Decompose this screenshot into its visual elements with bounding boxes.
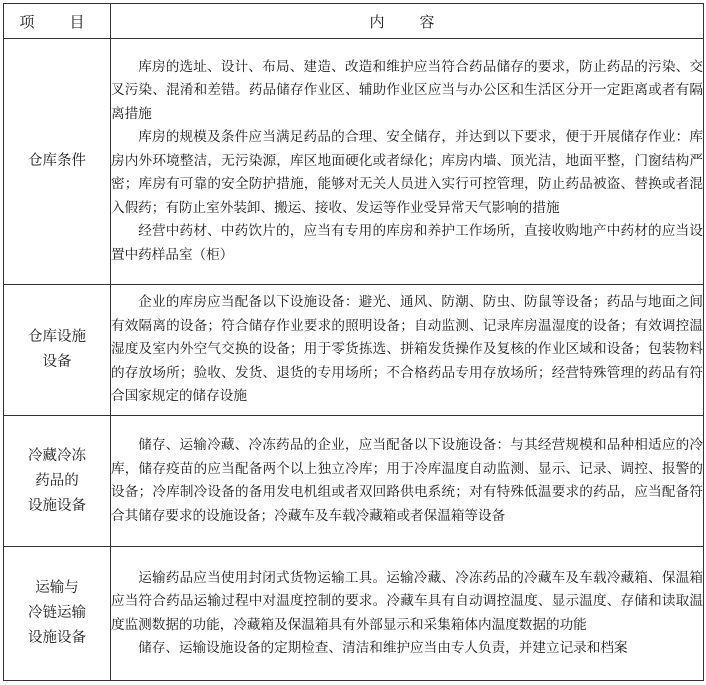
content-paragraph: 经营中药材、中药饮片的，应当有专用的库房和养护工作场所，直接收购地产中药材的应当设置中药样品室（柜） xyxy=(111,223,703,263)
row-item-cell xyxy=(4,547,111,681)
row-item-line: 仓库设施 xyxy=(28,329,86,345)
row-item-line: 设施设备 xyxy=(28,630,86,646)
content-paragraph: 库房的规模及条件应当满足药品的合理、安全储存，并达到以下要求，便于开展储存作业：库房内外环境整洁，无污染源，库区地面硬化或者绿化；库房内墙、顶光洁，地面平整，门窗结构严密；库房有可靠的安全防护措施，能够对无关人员进入实行可控管理，防止药品被盗、替换或者混入假药；有防止室外装卸、搬运、接收、发运等作业受异常天气影响的措施 xyxy=(111,129,703,216)
content-paragraph: 企业的库房应当配备以下设施设备：避光、通风、防潮、防虫、防鼠等设备；药品与地面之间有效隔离的设备；符合储存作业要求的照明设备；自动监测、记录库房温湿度的设备；有效调控温湿度及室内外空气交换的设备；用于零货拣选、拼箱发货操作及复核的作业区域和设备；包装物料的存放场所；验收、发货、退货的专用场所；不合格药品专用存放场所；经营特殊管理的药品有符合国家规定的储存设施 xyxy=(111,294,703,405)
row-item-cell xyxy=(4,285,111,416)
row-item-line: 设备 xyxy=(42,354,72,370)
header-content: 内 容 xyxy=(111,4,704,39)
specification-table xyxy=(3,3,704,681)
row-content-cell xyxy=(111,416,704,547)
row-content-cell xyxy=(111,285,704,416)
row-content-cell xyxy=(111,39,704,285)
row-item-line: 药品的 xyxy=(35,472,79,489)
content-paragraph: 库房的选址、设计、布局、建造、改造和维护应当符合药品储存的要求，防止药品的污染、交叉污染、混淆和差错。药品储存作业区、辅助作业区应当与办公区和生活区分开一定距离或者有隔离措施 xyxy=(111,58,703,122)
row-item-line: 冷链运输 xyxy=(28,605,86,621)
row-item-line: 冷藏冷冻 xyxy=(28,447,86,464)
table-header-row xyxy=(4,4,704,39)
content-paragraph: 储存、运输设施设备的定期检查、清洁和维护应当由专人负责，并建立记录和档案 xyxy=(138,640,628,656)
row-item-line: 设施设备 xyxy=(28,497,86,514)
table-row xyxy=(4,39,704,285)
row-item-cell xyxy=(4,416,111,547)
table-row xyxy=(4,285,704,416)
table-row xyxy=(4,416,704,547)
header-item: 项 目 xyxy=(4,4,111,39)
row-item-line: 运输与 xyxy=(35,580,79,596)
table-row xyxy=(4,547,704,681)
content-paragraph: 运输药品应当使用封闭式货物运输工具。运输冷藏、冷冻药品的冷藏车及车载冷藏箱、保温箱应当符合药品运输过程中对温度控制的要求。冷藏车具有自动调控温度、显示温度、存储和读取温度监测数据的功能，冷藏箱及保温箱具有外部显示和采集箱体内温度数据的功能 xyxy=(111,569,703,633)
row-content-cell xyxy=(111,547,704,681)
content-paragraph: 储存、运输冷藏、冷冻药品的企业，应当配备以下设施设备：与其经营规模和品种相适应的冷库，储存疫苗的应当配备两个以上独立冷库；用于冷库温度自动监测、显示、记录、调控、报警的设备；冷库制冷设备的备用发电机组或者双回路供电系统；对有特殊低温要求的药品，应当配备符合其储存要求的设施设备；冷藏车及车载冷藏箱或者保温箱等设备 xyxy=(111,437,703,524)
row-item-cell xyxy=(4,39,111,285)
row-item-line: 仓库条件 xyxy=(28,153,86,169)
